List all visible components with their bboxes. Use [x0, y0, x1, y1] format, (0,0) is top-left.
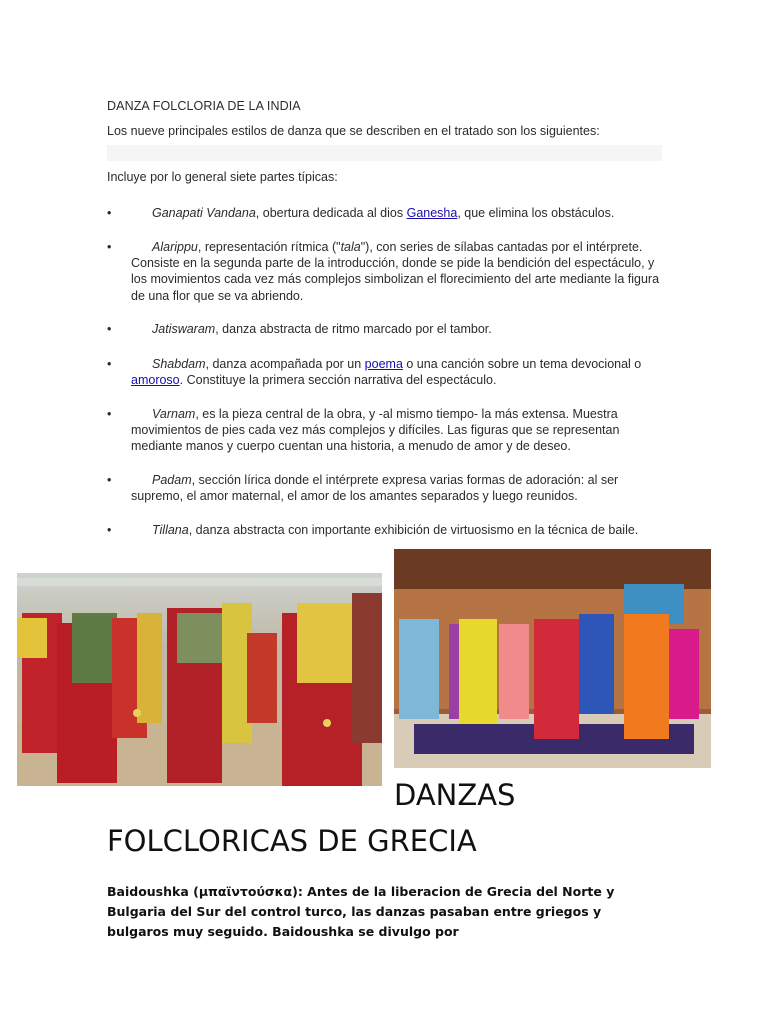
greece-heading-line1: DANZAS — [394, 778, 516, 812]
photo-rajasthani-dancers — [17, 573, 382, 786]
item-text: , danza acompañada por un — [205, 357, 365, 371]
subheading: Incluye por lo general siete partes típicas: — [107, 170, 338, 184]
item-text: , obertura dedicada al dios — [255, 206, 407, 220]
list-item — [107, 321, 662, 337]
item-text: , danza abstracta de ritmo marcado por el tambor. — [215, 322, 492, 336]
dance-name: Jatiswaram — [152, 322, 216, 336]
link-ganesha[interactable]: Ganesha — [406, 206, 458, 220]
dance-name: Tillana — [152, 523, 189, 537]
list-item — [107, 239, 662, 304]
empty-table-band — [107, 145, 662, 161]
link-amoroso[interactable]: amoroso — [131, 373, 180, 388]
photo-bollywood-dancers — [394, 549, 711, 768]
item-text: "), con series de sílabas cantadas por el intérprete. Consiste en la segunda parte de la introducción, donde se pide la bendición del espectáculo, y los movimientos cada vez más complejos simbolizan el florecimiento del arte mediante la figura de una flor que se va abriendo. — [131, 240, 660, 303]
list-item — [107, 205, 662, 221]
bullet-icon: • — [107, 473, 112, 487]
bullet-icon: • — [107, 240, 112, 254]
item-text: o una canción sobre un tema devocional o — [402, 357, 642, 371]
dance-name: Padam — [152, 473, 192, 487]
page-title: DANZA FOLCLORIA DE LA INDIA — [107, 99, 301, 113]
list-item — [107, 356, 662, 388]
bullet-icon: • — [107, 407, 112, 421]
intro-text: Los nueve principales estilos de danza que se describen en el tratado son los siguientes: — [107, 124, 600, 138]
greece-body-text: Baidoushka (μπαϊντούσκα): Antes de la liberacion de Grecia del Norte y Bulgaria del Sur del control turco, las danzas pasaban entre griegos y bulgaros muy seguido. Baidoushka se divulgo por — [107, 884, 615, 939]
link-poema[interactable]: poema — [364, 357, 403, 371]
bullet-icon: • — [107, 357, 112, 371]
list-item — [107, 472, 662, 504]
dance-name: Shabdam — [152, 357, 206, 371]
dance-name: Alarippu — [152, 240, 198, 254]
dance-name: Varnam — [152, 407, 196, 421]
item-text: , danza abstracta con importante exhibición de virtuosismo en la técnica de baile. — [188, 523, 639, 537]
item-text: . Constituye la primera sección narrativa del espectáculo. — [179, 373, 497, 388]
bullet-icon: • — [107, 322, 112, 336]
emphasis: tala — [340, 240, 361, 254]
dance-name: Ganapati Vandana — [152, 206, 256, 220]
item-text: , representación rítmica (" — [197, 240, 341, 254]
item-text: , sección lírica donde el intérprete expresa varias formas de adoración: al ser supremo, el amor maternal, el amor de los amantes separados y luego reunidos. — [131, 473, 619, 504]
list-item — [107, 406, 662, 455]
list-item — [107, 522, 662, 538]
bullet-icon: • — [107, 206, 112, 220]
item-text: , es la pieza central de la obra, y -al mismo tiempo- la más extensa. Muestra movimientos de pies cada vez más complejos y difíciles. Las figuras que se representan mediante manos y cuerpo cuentan una historia, a menudo de amor y de deseo. — [131, 407, 620, 454]
item-text: , que elimina los obstáculos. — [457, 206, 615, 220]
bullet-icon: • — [107, 523, 112, 537]
greece-heading-line2: FOLCLORICAS DE GRECIA — [107, 824, 477, 858]
